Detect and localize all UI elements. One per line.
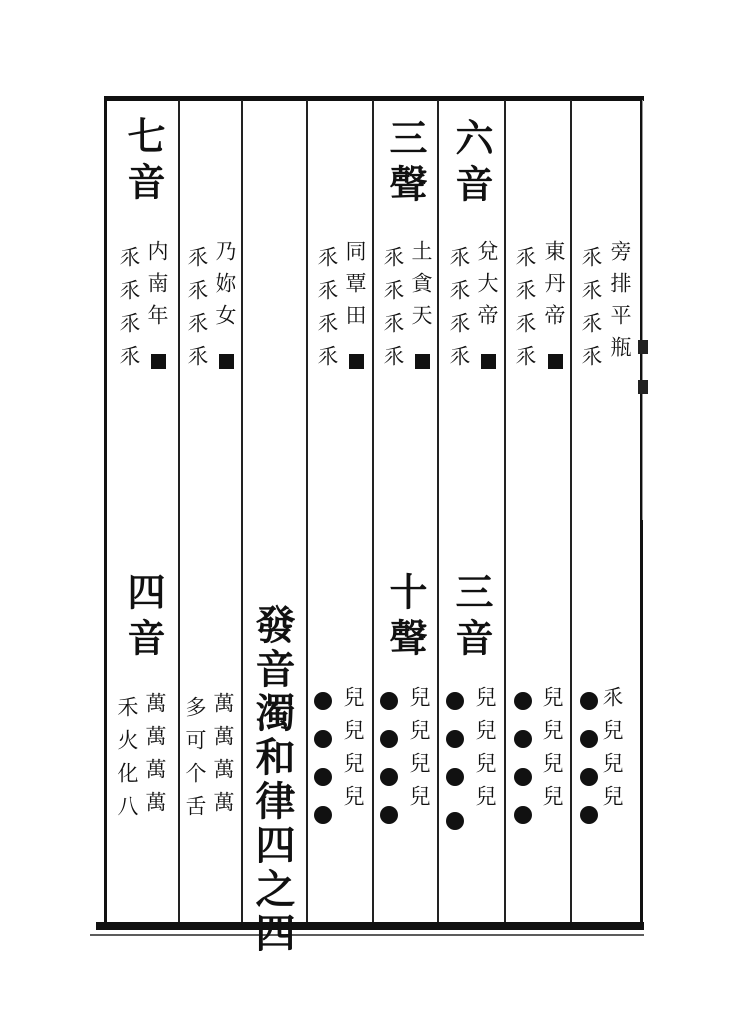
c6-line-1: 乃妳女 <box>213 240 237 336</box>
c4-marker <box>415 354 430 369</box>
frame-bottom-border <box>96 922 644 930</box>
c4-bottom-line: 兒兒兒兒 <box>407 686 431 818</box>
column-rule <box>437 100 439 922</box>
facing-page-edge <box>642 100 653 520</box>
c3-bottom-line: 兒兒兒兒 <box>473 686 497 818</box>
column-rule <box>306 100 308 922</box>
c3-dot <box>446 768 464 786</box>
c5-marker <box>349 354 364 369</box>
c6-line-2: 乑乑乑乑 <box>185 246 209 378</box>
c5-dot <box>314 730 332 748</box>
c2-line-2: 乑乑乑乑 <box>513 246 537 378</box>
c7-line-2: 乑乑乑乑 <box>117 246 141 378</box>
c3-heading-bottom: 三音 <box>449 572 494 664</box>
c3-dot <box>446 812 464 830</box>
c4-dot <box>380 730 398 748</box>
c4-dot <box>380 768 398 786</box>
c3-heading-top: 六音 <box>449 118 494 210</box>
c4-line-1: 土貪天 <box>409 240 433 336</box>
column-rule <box>372 100 374 922</box>
column-rule <box>178 100 180 922</box>
c3-marker <box>481 354 496 369</box>
facing-page-mark <box>638 380 648 394</box>
facing-page-mark <box>638 340 648 354</box>
c5-line-2: 乑乑乑乑 <box>315 246 339 378</box>
c7-bottom-line-2: 禾火化八 <box>115 696 139 828</box>
c7-bottom-line-1: 萬萬萬萬 <box>143 692 167 824</box>
c2-dot <box>514 730 532 748</box>
c1-dot <box>580 806 598 824</box>
c1-line-2: 乑乑乑乑 <box>579 246 603 378</box>
c3-dot <box>446 730 464 748</box>
frame-bottom-thin-border <box>90 934 644 936</box>
page-title: 發音濁和律四之四 <box>249 604 296 956</box>
c5-dot <box>314 806 332 824</box>
frame-top-border <box>104 96 644 101</box>
column-rule <box>570 100 572 922</box>
c5-dot <box>314 768 332 786</box>
c4-dot <box>380 806 398 824</box>
column-rule <box>504 100 506 922</box>
c2-dot <box>514 768 532 786</box>
c3-line-1: 兌大帝 <box>475 240 499 336</box>
c5-dot <box>314 692 332 710</box>
c2-marker <box>548 354 563 369</box>
c7-heading-bottom: 四音 <box>121 572 166 664</box>
c7-heading-top: 七音 <box>121 116 166 208</box>
c7-line-1: 内南年 <box>145 240 169 336</box>
c2-dot <box>514 692 532 710</box>
c6-bottom-line-1: 萬萬萬萬 <box>211 692 235 824</box>
column-rule <box>241 100 243 922</box>
c4-line-2: 乑乑乑乑 <box>381 246 405 378</box>
c1-line-1: 旁排平瓶 <box>608 240 632 368</box>
c1-dot <box>580 692 598 710</box>
c1-bottom-line: 乑兒兒兒 <box>600 686 624 818</box>
c4-heading-bottom: 十聲 <box>383 572 428 664</box>
c3-line-2: 乑乑乑乑 <box>447 246 471 378</box>
c5-bottom-line: 兒兒兒兒 <box>341 686 365 818</box>
c4-dot <box>380 692 398 710</box>
c2-bottom-line: 兒兒兒兒 <box>540 686 564 818</box>
c4-heading-top: 三聲 <box>383 118 428 210</box>
c6-bottom-line-2: 多可个舌 <box>183 696 207 828</box>
c2-dot <box>514 806 532 824</box>
c3-dot <box>446 692 464 710</box>
c2-line-1: 東丹帝 <box>542 240 566 336</box>
frame-left-border <box>104 98 107 926</box>
c7-marker <box>151 354 166 369</box>
c1-dot <box>580 768 598 786</box>
c5-line-1: 同覃田 <box>343 240 367 336</box>
c6-marker <box>219 354 234 369</box>
c1-dot <box>580 730 598 748</box>
